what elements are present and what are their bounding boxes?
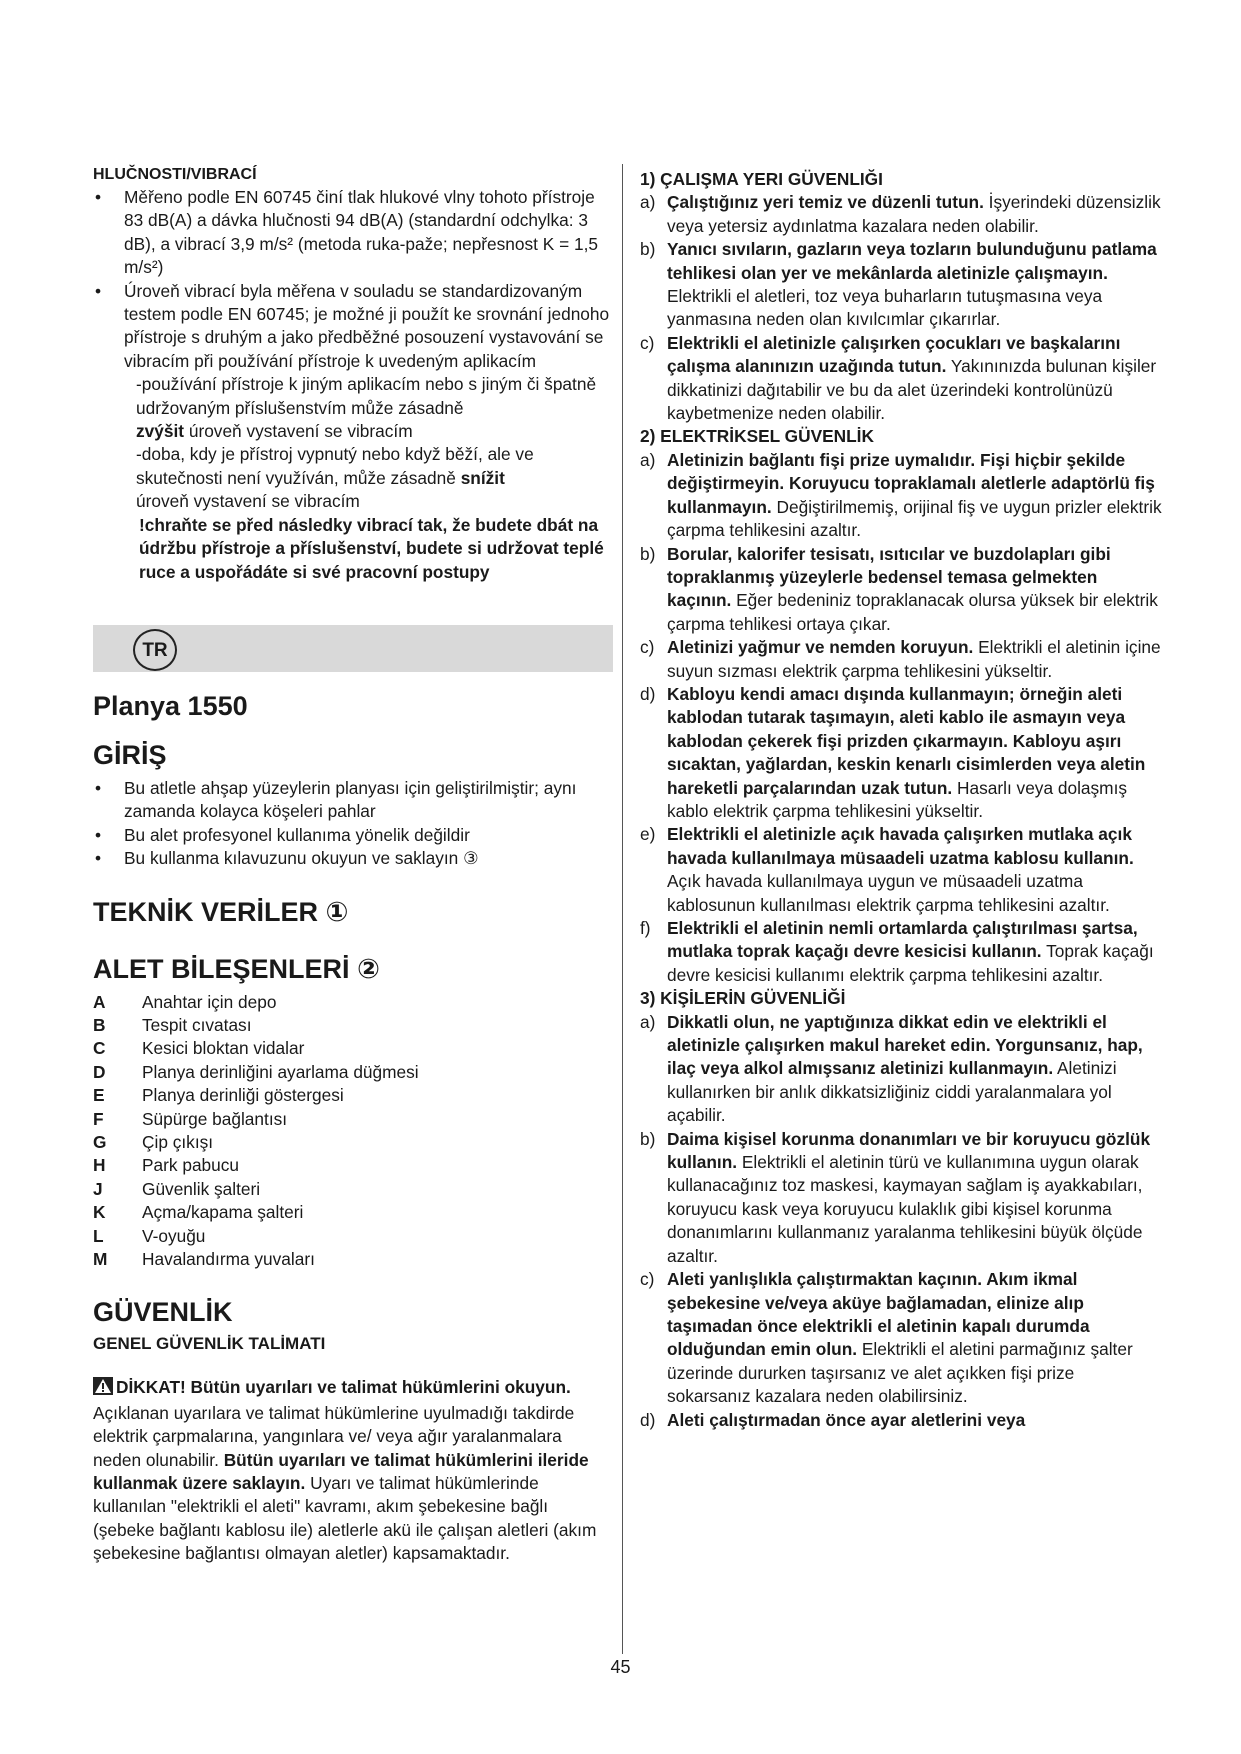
safety-item-body <box>667 191 1162 238</box>
safety-item <box>640 1128 1162 1268</box>
part-label: Çip çıkışı <box>142 1131 214 1152</box>
safety-item-letter: f) <box>640 918 651 938</box>
part-row <box>93 1108 613 1131</box>
part-row <box>93 1201 613 1224</box>
safety-item-bold: Elektrikli el aletinizle açık havada çalışırken mutlaka açık havada kullanılmaya müsaadeli uzatma kablosu kullanın. <box>667 824 1134 868</box>
safety-item-bold: Aleti yanlışlıkla çalıştırmaktan kaçının. Akım ikmal şebekesine ve/veya aküye bağlamadan, elinize alıp taşımadan önce elektrikli el aletinin kapalı durumda olduğundan emin olun. <box>667 1269 1090 1360</box>
part-label: Planya derinliğini ayarlama düğmesi <box>142 1061 419 1082</box>
safety-item-text: Hasarlı veya dolaşmış kablo elektrik çarpma tehlikesini yükseltir. <box>667 777 1128 821</box>
safety-subtitle: GENEL GÜVENLİK TALİMATI <box>93 1334 326 1354</box>
part-row <box>93 1061 613 1084</box>
safety-item-body <box>667 1128 1162 1268</box>
safety-item-bold: Borular, kalorifer tesisatı, ısıtıcılar ve buzdolapları gibi topraklanmış yüzeylerle bedensel temasa gelmekten kaçının. <box>667 543 1111 611</box>
vibration-sub-2 <box>93 443 613 513</box>
safety-item-body <box>667 332 1162 426</box>
safety-item-text: Elektrikli el aletinin içine suyun sızması elektrik çarpma tehlikesini yükseltir. <box>667 637 1161 681</box>
electrical-items <box>640 449 1162 987</box>
safety-item-body <box>667 683 1162 823</box>
part-row <box>93 991 613 1014</box>
part-label: Açma/kapama şalteri <box>142 1202 304 1223</box>
safety-item-text: Elektrikli el aletleri, toz veya buharların tutuşmasına veya yanmasına neden olan kıvılcımlar çıkarırlar. <box>667 286 1103 330</box>
safety-item-bold: Aleti çalıştırmadan önce ayar aletlerini veya <box>667 1409 1026 1430</box>
safety-item <box>640 449 1162 543</box>
safety-item-text: Toprak kaçağı devre kesicisi kullanımı elektrik çarpma tehlikesini azaltır. <box>667 941 1154 985</box>
part-label: Anahtar için depo <box>142 991 277 1012</box>
safety-item-text: Aletinizi kullanırken bir anlık dikkatsizliğiniz ciddi yaralanmalara yol açabilir. <box>667 1058 1117 1126</box>
part-letter: D <box>93 1061 106 1082</box>
left-column <box>93 166 613 1566</box>
part-label: Süpürge bağlantısı <box>142 1108 288 1129</box>
safety-item <box>640 917 1162 987</box>
vibration-sub-1-text: -používání přístroje k jiným aplikacím nebo s jiným či špatně udržovaným příslušenstvím může zásadně <box>136 374 597 418</box>
safety-item <box>640 1011 1162 1128</box>
vibration-sub-1 <box>93 373 613 443</box>
part-row <box>93 1248 613 1271</box>
safety-item-letter: b) <box>640 543 656 564</box>
safety-item-text: Eğer bedeniniz topraklanacak olursa yüksek bir elektrik çarpma tehlikesi ortaya çıkar. <box>667 590 1158 634</box>
part-label: Kesici bloktan vidalar <box>142 1038 305 1059</box>
safety-item-body <box>667 823 1162 917</box>
intro-bullets <box>93 777 613 871</box>
page-number: 45 <box>610 1657 631 1677</box>
safety-item-body <box>667 543 1162 637</box>
safety-item-bold: Dikkatli olun, ne yaptığınıza dikkat edin ve elektrikli el aletinizle çalışırken makul hareket edin. Yorgunsanız, hap, ilaç veya alkol almışsanız aletinizi kullanmayın. <box>667 1011 1143 1079</box>
safety-item-body <box>667 636 1162 683</box>
part-label: Tespit cıvatası <box>142 1014 252 1035</box>
safety-item-letter: e) <box>640 824 656 845</box>
noise-bullets <box>93 186 613 373</box>
noise-bullet-1: • Měřeno podle EN 60745 činí tlak hlukové vlny tohoto přístroje 83 dB(A) a dávka hlučnosti 94 dB(A) (standardní odchylka: 3 dB), a vibrací 3,9 m/s² (metoda ruka-paže; nepřesnost K = 1,5 m/s²) <box>93 186 613 280</box>
part-letter: M <box>93 1249 108 1269</box>
safety-item-bold: Çalıştığınız yeri temiz ve düzenli tutun. <box>667 192 984 213</box>
intro-title: GİRİŞ <box>93 739 167 770</box>
safety-item-text: Değiştirilmemiş, orijinal fiş ve uygun prizler elektrik çarpma tehlikesini azaltır. <box>667 496 1162 541</box>
part-letter: E <box>93 1085 105 1106</box>
safety-item-body <box>667 1268 1162 1408</box>
safety-item <box>640 191 1162 238</box>
part-row <box>93 1178 613 1201</box>
personal-items <box>640 1011 1162 1432</box>
part-label: Havalandırma yuvaları <box>142 1249 315 1269</box>
safety-item-bold: Aletinizi yağmur ve nemden koruyun. <box>667 637 974 658</box>
intro-bullet-1: • Bu atletle ahşap yüzeylerin planyası için geliştirilmiştir; aynı zamanda kolayca köşeleri pahlar <box>93 777 613 824</box>
vibration-sub-1-tail: úroveň vystavení se vibracím <box>184 421 413 442</box>
vibration-sub-1-bold: zvýšit <box>136 421 185 442</box>
safety-item-letter: c) <box>640 332 655 353</box>
safety-item-letter: d) <box>640 683 656 704</box>
warning-text-2: Uyarı ve talimat hükümlerinde kullanılan "elektrikli el aleti" kavramı, akım şebekesine bağlı (şebeke bağlantı kablosu ile) aletlerle akü ile çalışan aletleri (akım şebekesine bağlantısı olmayan aletler) kapsamaktadır. <box>93 1473 597 1564</box>
noise-vibration-heading: HLUČNOSTI/VIBRACÍ <box>93 166 257 183</box>
part-row <box>93 1225 613 1248</box>
part-label: Planya derinliği göstergesi <box>142 1085 344 1106</box>
safety-item-body <box>667 1409 1162 1432</box>
noise-bullet-2: • Úroveň vibrací byla měřena v souladu se standardizovaným testem podle EN 60745; je možné ji použít ke srovnání jednoho přístroje s druhým a jako předběžné posouzení vystavování se vibracím při používání přístroje k uvedeným aplikacím <box>93 280 613 374</box>
parts-title: ALET BİLEŞENLERİ ② <box>93 953 380 984</box>
part-row <box>93 1154 613 1177</box>
safety-item <box>640 1268 1162 1408</box>
safety-item-letter: b) <box>640 239 656 260</box>
safety-item-letter: a) <box>640 449 656 470</box>
safety-item-bold: Elektrikli el aletinin nemli ortamlarda çalıştırılması şartsa, mutlaka toprak kaçağı devre kesicisi kullanın. <box>667 918 1138 962</box>
safety-title: GÜVENLİK <box>93 1297 233 1328</box>
personal-safety-heading: 3) KİŞİLERİN GÜVENLİĞİ <box>640 988 846 1009</box>
safety-item-body <box>667 238 1162 332</box>
part-letter: K <box>93 1202 106 1223</box>
intro-bullet-2: • Bu alet profesyonel kullanıma yönelik değildir <box>93 824 613 847</box>
product-title: Planya 1550 <box>93 690 248 721</box>
safety-item-body <box>667 917 1162 987</box>
vibration-warning: !chraňte se před následky vibrací tak, že budete dbát na údržbu přístroje a příslušenství, budete si udržovat teplé ruce a uspořádáte si své pracovní postupy <box>139 514 604 582</box>
part-row <box>93 1014 613 1037</box>
general-warning <box>93 1376 613 1565</box>
warning-bold-1: DİKKAT! Bütün uyarıları ve talimat hükümlerini okuyun. <box>116 1377 571 1398</box>
column-divider <box>622 164 623 1654</box>
safety-item <box>640 823 1162 917</box>
safety-item-text: Elektrikli el aletinin türü ve kullanımına uygun olarak kullanacağınız toz maskesi, kaymayan sağlam iş ayakkabıları, koruyucu kask veya koruyucu kulaklık gibi kişisel korunma donanımlarını kullanmanız yaralanma tehlikesini büyük ölçüde azaltır. <box>667 1152 1143 1266</box>
electrical-safety-heading: 2) ELEKTRİKSEL GÜVENLİK <box>640 426 874 447</box>
safety-item-bold: Elektrikli el aletinizle çalışırken çocukları ve başkalarını çalışma alanınızın uzağında tutun. <box>667 332 1121 377</box>
part-row <box>93 1084 613 1107</box>
vibration-sub-2-tail: úroveň vystavení se vibracím <box>136 491 360 512</box>
part-letter: L <box>93 1225 104 1246</box>
safety-item <box>640 683 1162 823</box>
safety-item-letter: b) <box>640 1128 656 1149</box>
part-letter: B <box>93 1014 106 1035</box>
part-label: V-oyuğu <box>142 1225 206 1246</box>
part-label: Park pabucu <box>142 1155 240 1176</box>
safety-item <box>640 238 1162 332</box>
safety-item-bold: Yanıcı sıvıların, gazların veya tozların bulunduğunu patlama tehlikesi olan yer ve mekânlarda aletinizle çalışmayın. <box>667 239 1157 283</box>
safety-item-body <box>667 1011 1162 1128</box>
vibration-sub-2-bold: snížit <box>460 467 505 488</box>
language-band <box>93 625 613 672</box>
parts-list <box>93 991 613 1272</box>
safety-item-text: Elektrikli el aletini parmağınız şalter üzerinde dururken taşırsanız ve alet açıkken fişi prize sokarsanız kazalara neden olabilirsiniz. <box>667 1339 1133 1407</box>
safety-item <box>640 332 1162 426</box>
safety-item-text: Açık havada kullanılmaya uygun ve müsaadeli uzatma kablosunun kullanılması elektrik çarpma tehlikesini azaltır. <box>667 871 1110 915</box>
tech-data-title: TEKNİK VERİLER ① <box>93 896 349 927</box>
safety-item-letter: d) <box>640 1409 656 1430</box>
part-letter: J <box>93 1178 103 1199</box>
safety-item-body <box>667 449 1162 543</box>
safety-item-letter: a) <box>640 192 656 213</box>
part-letter: G <box>93 1131 107 1152</box>
work-area-items <box>640 191 1162 425</box>
work-area-safety-heading: 1) ÇALIŞMA YERI GÜVENLIĞI <box>640 169 883 189</box>
safety-item-bold: Aletinizin bağlantı fişi prize uymalıdır. Fişi hiçbir şekilde değiştirmeyin. Koruyucu topraklamalı aletlerle adaptörlü fiş kullanmayın. <box>667 449 1155 517</box>
part-letter: F <box>93 1108 104 1129</box>
safety-item-bold: Daima kişisel korunma donanımları ve bir koruyucu gözlük kullanın. <box>667 1128 1151 1173</box>
vibration-sub-2-text: -doba, kdy je přístroj vypnutý nebo když běží, ale ve skutečnosti není využíván, může zásadně <box>136 444 534 488</box>
safety-item <box>640 1409 1162 1432</box>
warning-text-1: Açıklanan uyarılara ve talimat hükümlerine uyulmadığı takdirde elektrik çarpmalarına, yangınlara ve/ veya ağır yaralanmalara neden olunabilir. <box>93 1402 575 1470</box>
part-label: Güvenlik şalteri <box>142 1178 261 1199</box>
safety-item-text: Yakınınızda bulunan kişiler dikkatinizi dağıtabilir ve bu da alet üzerindeki kontrolünüzü kaybetmenize neden olabilir. <box>667 356 1157 424</box>
safety-item-letter: c) <box>640 637 655 658</box>
part-letter: A <box>93 991 106 1012</box>
intro-bullet-3: • Bu kullanma kılavuzunu okuyun ve saklayın ③ <box>93 847 613 870</box>
safety-item-letter: a) <box>640 1011 656 1032</box>
safety-item-bold: Kabloyu kendi amacı dışında kullanmayın; örneğin aleti kablodan tutarak taşımayın, aleti kablo ile asmayın veya kablodan çekerek fişi prizden çıkarmayın. Kabloyu aşırı sıcaktan, yağlardan, keskin kenarlı cisimlerden veya aletin hareketli parçalarından uzak tutun. <box>667 683 1146 798</box>
safety-item <box>640 543 1162 637</box>
part-letter: C <box>93 1038 106 1059</box>
part-row <box>93 1037 613 1060</box>
part-letter: H <box>93 1155 106 1176</box>
safety-item-letter: c) <box>640 1269 655 1290</box>
safety-item-text: İşyerindeki düzensizlik veya yetersiz aydınlatma kazalara neden olabilir. <box>667 192 1161 236</box>
language-badge: TR <box>133 629 177 671</box>
right-column <box>640 168 1162 1432</box>
part-row <box>93 1131 613 1154</box>
warning-bold-2: Bütün uyarıları ve talimat hükümlerini ileride kullanmak üzere saklayın. <box>93 1449 589 1494</box>
safety-item <box>640 636 1162 683</box>
warning-triangle-icon <box>93 1377 113 1401</box>
